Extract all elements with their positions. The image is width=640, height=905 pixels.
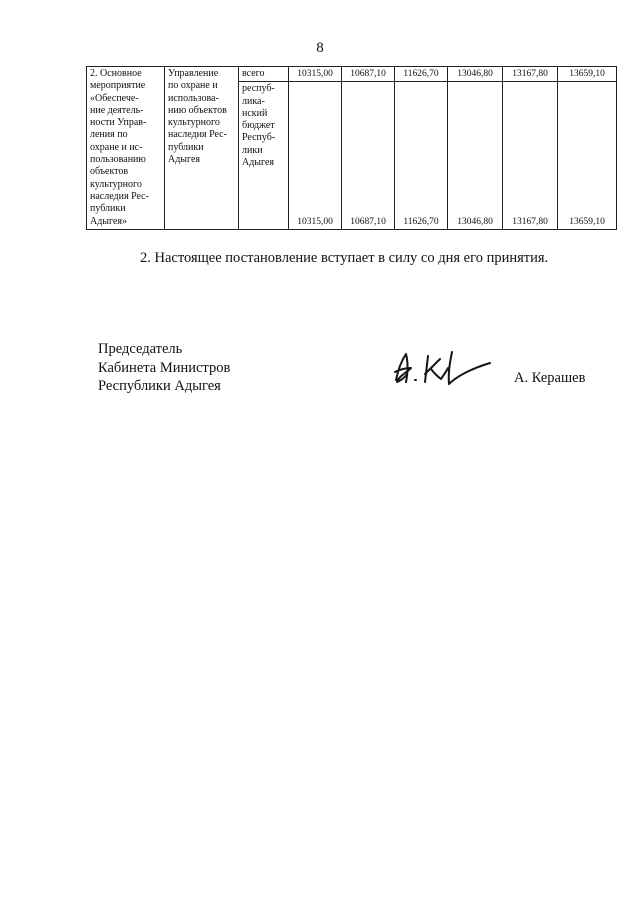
value-cell: 10687,10: [342, 67, 395, 82]
source-cell: респуб- лика- нский бюджет Респуб- лики Адыгея: [239, 82, 289, 230]
value-cell: 10687,10: [342, 82, 395, 230]
measure-cell: 2. Основное мероприятие «Обеспече- ние деятель- ности Управ- ления по охране и ис- пользованию объектов культурного наследия Рес- публики Адыгея»: [87, 67, 165, 230]
financing-table: [86, 66, 617, 230]
executor-cell: Управление по охране и использова- нию объектов культурного наследия Рес- публики Адыгея: [165, 67, 239, 230]
value-cell: 11626,70: [395, 82, 448, 230]
signatory-title-line: Кабинета Министров: [98, 359, 231, 376]
signer-name: А. Керашев: [514, 370, 586, 386]
value-cell: 13659,10: [558, 82, 617, 230]
page-number: 8: [316, 40, 324, 56]
value-cell: 13046,80: [448, 82, 503, 230]
value-cell: 10315,00: [289, 67, 342, 82]
signatory-title-line: Председатель: [98, 341, 183, 357]
value-cell: 13659,10: [558, 67, 617, 82]
value-cell: 13167,80: [503, 82, 558, 230]
signatory-title-line: Республики Адыгея: [98, 378, 221, 394]
table-row: [87, 67, 617, 82]
value-cell: 13046,80: [448, 67, 503, 82]
source-cell: всего: [239, 67, 289, 82]
value-cell: 13167,80: [503, 67, 558, 82]
clause-text: 2. Настоящее постановление вступает в силу со дня его принятия.: [140, 250, 549, 266]
value-cell: 10315,00: [289, 82, 342, 230]
signatory-title: [98, 340, 230, 396]
value-cell: 11626,70: [395, 67, 448, 82]
handwritten-signature: [386, 346, 496, 392]
